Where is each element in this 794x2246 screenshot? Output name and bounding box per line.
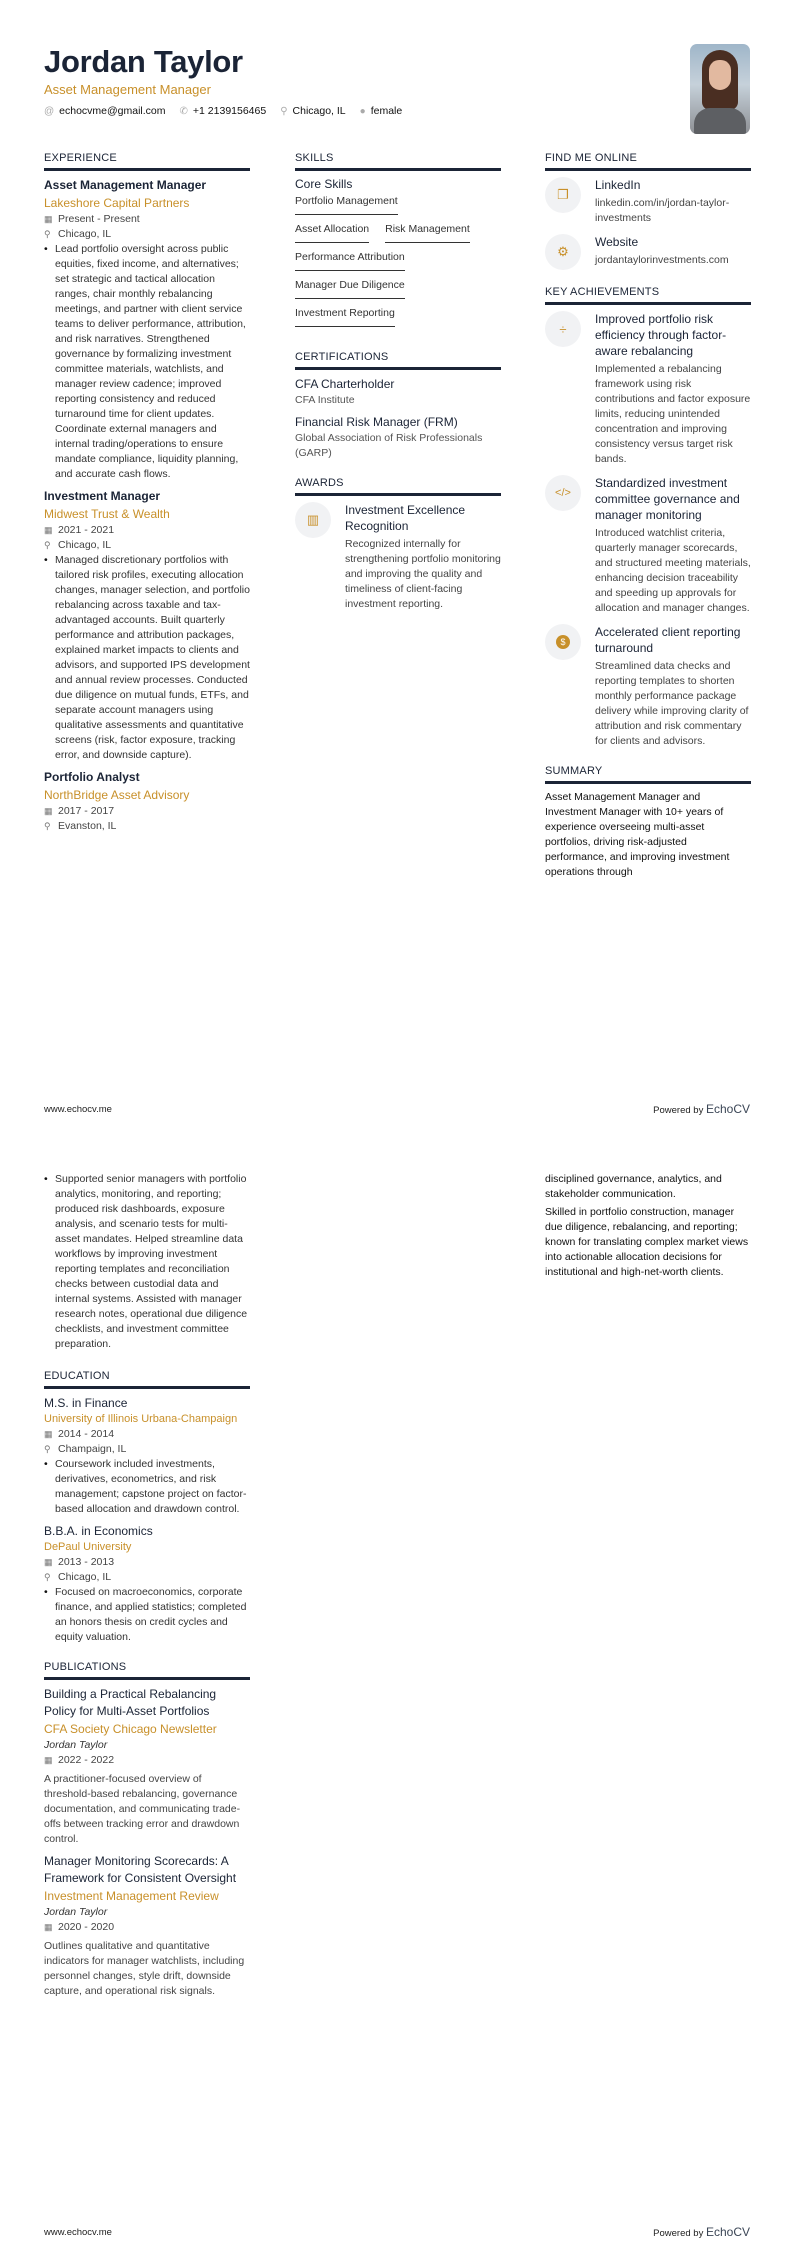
contact-email[interactable] xyxy=(44,105,166,117)
section-heading: CERTIFICATIONS xyxy=(295,351,501,370)
job-location xyxy=(44,227,250,242)
experience-entry xyxy=(44,769,250,834)
contact-phone[interactable] xyxy=(180,105,267,117)
footer-powered-by xyxy=(653,2225,750,2239)
dates-text: 2021 - 2021 xyxy=(58,524,115,536)
job-location xyxy=(44,538,250,553)
education-location xyxy=(44,1570,250,1585)
publication-author: Jordan Taylor xyxy=(44,1906,108,1918)
location-text: Chicago, IL xyxy=(58,1571,112,1583)
job-title: Asset Management Manager xyxy=(44,178,207,192)
section-heading: SKILLS xyxy=(295,152,501,171)
footer-powered-by xyxy=(653,1102,750,1116)
left-column xyxy=(44,152,250,850)
gear-icon: ⚙ xyxy=(545,234,581,270)
dates-text: 2013 - 2013 xyxy=(58,1556,115,1568)
publication-description: Outlines qualitative and quantitative indicators for manager watchlists, including personnel changes, style drift, downside capture, and operational risk signals. xyxy=(44,1940,245,1997)
job-location xyxy=(44,819,250,834)
middle-column xyxy=(295,152,501,628)
job-dates xyxy=(44,212,250,227)
dates-text: 2020 - 2020 xyxy=(58,1921,115,1933)
job-dates xyxy=(44,804,250,819)
section-heading: SUMMARY xyxy=(545,765,751,784)
education-entry xyxy=(44,1523,250,1645)
education-dates xyxy=(44,1427,250,1442)
achievement-description: Implemented a rebalancing framework using risk contributions and factor exposure limits, reducing unintended concentration and improving consistency versus target risk bands. xyxy=(595,363,751,465)
publication-title: Building a Practical Rebalancing Policy for Multi-Asset Portfolios xyxy=(44,1687,217,1718)
calendar-icon: ▦ xyxy=(44,1557,53,1567)
achievement-item xyxy=(545,624,751,749)
achievement-title: Improved portfolio risk efficiency through factor-aware rebalancing xyxy=(595,312,727,358)
school: University of Illinois Urbana-Champaign xyxy=(44,1413,238,1425)
publication-entry xyxy=(44,1853,250,1999)
calendar-icon: ▦ xyxy=(44,525,53,535)
powered-by-text: Powered by xyxy=(653,1105,704,1116)
company-name: Lakeshore Capital Partners xyxy=(44,196,190,210)
link-label: Website xyxy=(595,235,639,249)
skill-tag: Investment Reporting xyxy=(295,307,395,327)
left-column xyxy=(44,1172,250,2015)
publication-description: A practitioner-focused overview of threshold-based rebalancing, governance documentation, and communicating trade-offs between tracking error and drawdown control. xyxy=(44,1773,241,1845)
calendar-icon: ▦ xyxy=(44,1429,53,1439)
section-heading: KEY ACHIEVEMENTS xyxy=(545,286,751,305)
experience-entry xyxy=(44,177,250,482)
footer-website-link[interactable]: www.echocv.me xyxy=(44,2226,112,2238)
map-pin-icon: ⚲ xyxy=(44,229,51,239)
brand-logo-text[interactable]: EchoCV xyxy=(705,2225,750,2239)
link-url[interactable]: linkedin.com/in/jordan-taylor-investments xyxy=(595,197,730,224)
skill-tag: Manager Due Diligence xyxy=(295,279,405,299)
linkedin-icon: ❐ xyxy=(545,177,581,213)
dates-text: 2022 - 2022 xyxy=(58,1754,115,1766)
link-url[interactable]: jordantaylorinvestments.com xyxy=(595,254,729,266)
page-footer xyxy=(44,2222,750,2242)
skill-group-title: Core Skills xyxy=(295,177,353,191)
experience-entry-continued xyxy=(44,1172,250,1352)
education-entry xyxy=(44,1395,250,1517)
publication-dates xyxy=(44,1920,250,1935)
footer-website-link[interactable]: www.echocv.me xyxy=(44,1103,112,1115)
location-text: Chicago, IL xyxy=(292,105,346,117)
online-link-linkedin[interactable] xyxy=(545,177,751,226)
achievement-item xyxy=(545,311,751,467)
experience-entry xyxy=(44,488,250,763)
building-icon: ▥ xyxy=(295,502,331,538)
page-footer xyxy=(44,1099,750,1119)
candidate-title: Asset Management Manager xyxy=(44,82,211,97)
award-description: Recognized internally for strengthening portfolio monitoring and improving the quality and timeliness of client-facing investment reporting. xyxy=(345,538,501,610)
job-dates xyxy=(44,523,250,538)
award-title: Investment Excellence Recognition xyxy=(345,503,466,533)
certification-issuer: CFA Institute xyxy=(295,394,355,406)
phone-text: +1 2139156465 xyxy=(192,105,267,117)
achievement-item xyxy=(545,475,751,616)
publication-dates xyxy=(44,1753,250,1768)
contact-location xyxy=(280,105,345,117)
summary-paragraph-2: Skilled in portfolio construction, manager due diligence, rebalancing, and reporting; known for translating complex market views into actionable allocation decisions for institutional and high-net-worth clients. xyxy=(545,1206,749,1278)
publisher: Investment Management Review xyxy=(44,1889,219,1903)
publication-entry xyxy=(44,1686,250,1847)
summary-text: Asset Management Manager and Investment Manager with 10+ years of experience overseeing multi-asset portfolios, driving risk-adjusted performance, and improving investment operations through xyxy=(545,791,730,878)
education-dates xyxy=(44,1555,250,1570)
section-heading: EXPERIENCE xyxy=(44,152,250,171)
job-bullet: • Supported senior managers with portfolio analytics, monitoring, and reporting; produced risk dashboards, exposure analysis, and scenario tests for multi-asset mandates. Helped streamline data workflows by improving investment reporting templates and reconciliation checks between custodial data and internal systems. Assisted with manager research notes, operational due diligence checklists, and investment committee preparation. xyxy=(44,1172,250,1352)
location-text: Chicago, IL xyxy=(58,228,112,240)
right-column xyxy=(545,152,751,896)
brand-logo-text[interactable]: EchoCV xyxy=(705,1102,750,1116)
education-bullet: • Coursework included investments, derivatives, econometrics, and risk management; capstone project on factor-based allocation and drawdown control. xyxy=(44,1457,250,1517)
contact-info xyxy=(44,105,750,117)
email-text: echocvme@gmail.com xyxy=(59,105,166,117)
calendar-icon: ▦ xyxy=(44,1755,53,1765)
at-icon: @ xyxy=(44,106,55,117)
calendar-icon: ▦ xyxy=(44,806,53,816)
certifications-section xyxy=(295,351,501,461)
job-bullet: • Lead portfolio oversight across public equities, fixed income, and alternatives; set strategic and tactical allocation ranges, chair monthly rebalancing meetings, and partner with client service teams to deliver performance, attribution, and risk narratives. Strengthened governance by formalizing investment committee materials, watchlists, and manager review cadence; improved reporting consistency and reduced turnaround time for client updates. Coordinate external managers and internal trading/operations to ensure mandate compliance, liquidity planning, and accurate cash flows. xyxy=(44,242,250,482)
education-bullet: • Focused on macroeconomics, corporate finance, and applied statistics; completed an honors thesis on credit cycles and equity valuation. xyxy=(44,1585,250,1645)
section-heading: EDUCATION xyxy=(44,1370,250,1389)
company-name: NorthBridge Asset Advisory xyxy=(44,788,190,802)
powered-by-text: Powered by xyxy=(653,2228,704,2239)
map-pin-icon: ⚲ xyxy=(44,1572,51,1582)
right-column xyxy=(545,1172,751,1280)
map-pin-icon: ⚲ xyxy=(44,1444,51,1454)
degree: M.S. in Finance xyxy=(44,1396,128,1410)
publisher: CFA Society Chicago Newsletter xyxy=(44,1722,217,1736)
achievements-section xyxy=(545,286,751,749)
degree: B.B.A. in Economics xyxy=(44,1524,153,1538)
section-heading: AWARDS xyxy=(295,477,501,496)
skill-tag: Portfolio Management xyxy=(295,195,398,215)
map-pin-icon: ⚲ xyxy=(44,540,51,550)
education-location xyxy=(44,1442,250,1457)
header xyxy=(44,44,750,139)
location-text: Evanston, IL xyxy=(58,820,117,832)
school: DePaul University xyxy=(44,1541,132,1553)
education-section xyxy=(44,1370,250,1645)
online-link-website[interactable] xyxy=(545,234,751,270)
dollar-icon: $ xyxy=(545,624,581,660)
skill-tag: Risk Management xyxy=(385,223,470,243)
company-name: Midwest Trust & Wealth xyxy=(44,507,170,521)
dates-text: 2017 - 2017 xyxy=(58,805,115,817)
phone-icon: ✆ xyxy=(179,106,188,117)
certification-name: Financial Risk Manager (FRM) xyxy=(295,415,458,429)
skills-section xyxy=(295,152,501,335)
achievement-description: Introduced watchlist criteria, quarterly manager scorecards, and structured meeting materials, enhancing decision traceability and speeding up approvals for allocation and manager changes. xyxy=(595,527,751,614)
certification-name: CFA Charterholder xyxy=(295,377,395,391)
summary-section xyxy=(545,765,751,880)
location-text: Champaign, IL xyxy=(58,1443,127,1455)
candidate-name: Jordan Taylor xyxy=(44,44,243,79)
achievement-title: Accelerated client reporting turnaround xyxy=(595,625,741,655)
skill-tags xyxy=(295,195,501,335)
resume-page-2 xyxy=(0,1123,794,2246)
profile-photo xyxy=(690,44,750,134)
divide-icon: ÷ xyxy=(545,311,581,347)
achievement-title: Standardized investment committee governance and manager monitoring xyxy=(595,476,740,522)
gender-text: female xyxy=(370,105,403,117)
location-text: Chicago, IL xyxy=(58,539,112,551)
section-heading: FIND ME ONLINE xyxy=(545,152,751,171)
user-icon: ● xyxy=(359,106,366,117)
experience-section xyxy=(44,152,250,834)
job-bullet: • Managed discretionary portfolios with tailored risk profiles, executing allocation changes, manager selection, and portfolio rebalancing across taxable and tax-advantaged accounts. Built quarterly performance and attribution packages, explained market impacts to clients and advisors, and supported IPS development and annual review processes. Conducted due diligence on mutual funds, ETFs, and separate account managers using qualitative assessments and quantitative screens (risk, factor exposure, tracking error, and downside capture). xyxy=(44,553,250,763)
achievement-description: Streamlined data checks and reporting templates to shorten monthly performance package delivery while improving clarity of attribution and risk commentary for clients and advisors. xyxy=(595,660,749,747)
summary-text-continued: disciplined governance, analytics, and stakeholder communication. xyxy=(545,1173,722,1200)
calendar-icon: ▦ xyxy=(44,214,53,224)
publications-section xyxy=(44,1661,250,1999)
certification-issuer: Global Association of Risk Professionals (GARP) xyxy=(295,432,483,459)
job-title: Portfolio Analyst xyxy=(44,770,140,784)
online-section xyxy=(545,152,751,270)
skill-tag: Performance Attribution xyxy=(295,251,405,271)
contact-gender xyxy=(360,105,403,117)
award-item xyxy=(295,502,501,612)
map-pin-icon: ⚲ xyxy=(44,821,51,831)
dates-text: 2014 - 2014 xyxy=(58,1428,115,1440)
dates-text: Present - Present xyxy=(58,213,140,225)
code-icon: </> xyxy=(545,475,581,511)
awards-section xyxy=(295,477,501,612)
section-heading: PUBLICATIONS xyxy=(44,1661,250,1680)
publication-author: Jordan Taylor xyxy=(44,1739,108,1751)
map-pin-icon: ⚲ xyxy=(280,106,288,117)
skill-tag: Asset Allocation xyxy=(295,223,369,243)
link-label: LinkedIn xyxy=(595,178,641,192)
calendar-icon: ▦ xyxy=(44,1922,53,1932)
job-title: Investment Manager xyxy=(44,489,161,503)
publication-title: Manager Monitoring Scorecards: A Framework for Consistent Oversight xyxy=(44,1854,237,1885)
